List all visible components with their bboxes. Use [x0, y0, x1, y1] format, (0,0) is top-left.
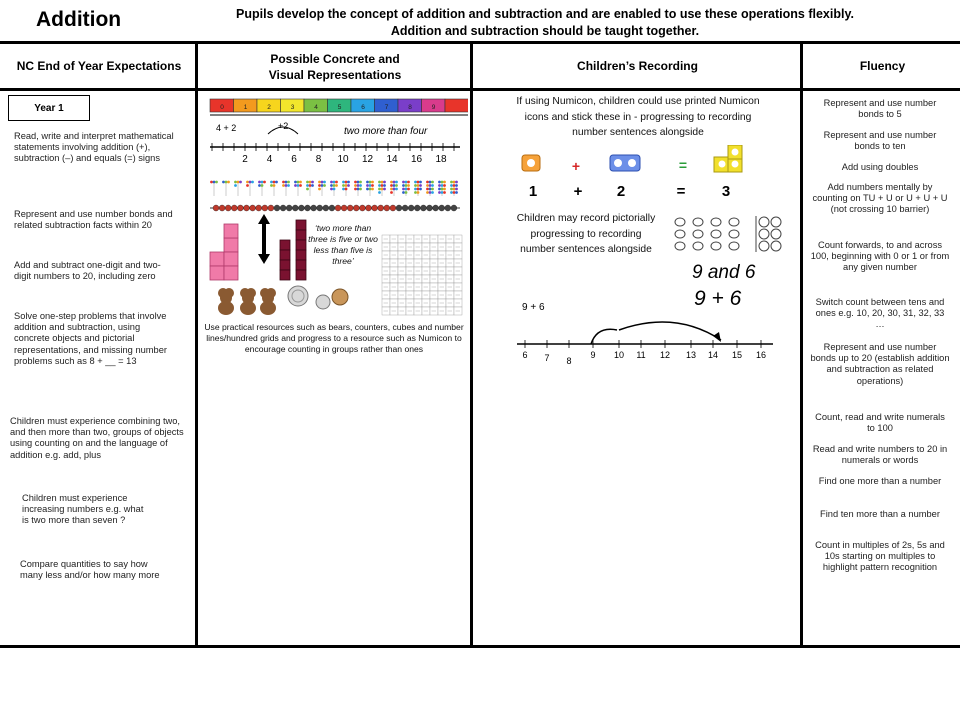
- fluency-item: Count in multiples of 2s, 5s and 10s starting on multiples to highlight pattern recognition: [815, 540, 945, 573]
- pictorial-recording-image: [670, 212, 785, 312]
- number-line-label: 15: [731, 350, 743, 360]
- numicon-two-icon: [610, 155, 640, 171]
- sentence-part: +: [573, 183, 583, 200]
- column-header-concrete: [200, 51, 470, 83]
- column-divider-3: [800, 41, 803, 647]
- numicon-text: If using Numicon, children could use printed Numicon icons and stick these in - progressing to recording number sentences alongside: [516, 96, 760, 138]
- fluency-item: Represent and use number bonds to 5: [823, 98, 937, 120]
- number-line-label: 18: [435, 154, 447, 165]
- number-line-label: 8: [566, 356, 572, 366]
- column-header-concrete-line1: Possible Concrete and: [270, 52, 400, 66]
- number-line-label: 10: [337, 154, 349, 165]
- fluency-item: Represent and use number bonds to ten: [823, 130, 937, 152]
- bead-strings-image: [210, 181, 458, 196]
- jump-label: +2: [278, 121, 289, 131]
- numicon-equals: =: [678, 157, 688, 173]
- number-line-label: 4: [266, 154, 273, 165]
- sum-label: 4 + 2: [216, 123, 237, 133]
- numicon-sentence: [500, 145, 790, 205]
- number-line-label: 16: [410, 154, 423, 165]
- expectation-item: Represent and use number bonds and related subtraction facts within 20: [14, 209, 173, 231]
- intro-line-2: Addition and subtraction should be taught together.: [390, 24, 700, 38]
- fluency-item: Read and write numbers to 20 in numerals or words: [812, 444, 948, 466]
- ruler-number: 8: [408, 104, 412, 111]
- number-line-label: 10: [613, 350, 625, 360]
- number-line-label: 6: [291, 154, 297, 165]
- cube-tower-image: [280, 220, 306, 280]
- column-header-recording: Children’s Recording: [577, 59, 698, 73]
- number-line-labels: [242, 154, 447, 165]
- ruler-number: 4: [314, 104, 318, 111]
- column-header-fluency: Fluency: [859, 59, 906, 73]
- numicon-three-icon: [714, 145, 742, 172]
- header-top-rule: [0, 41, 960, 44]
- expectation-item: Solve one-step problems that involve addition and subtraction, using concrete objects and pictorial representations, and missing number problems such as 8 + __ = 13: [14, 311, 167, 366]
- hundred-square-image: [382, 235, 462, 315]
- fluency-item: Count forwards, to and across 100, beginning with 0 or 1 or from any given number: [810, 240, 950, 273]
- number-line-label: 12: [361, 154, 374, 165]
- number-line-label: 14: [707, 350, 719, 360]
- sentence-part: 2: [616, 183, 626, 200]
- header-bottom-rule: [0, 88, 960, 91]
- handwritten-9-plus-6: 9 + 6: [694, 287, 742, 310]
- fluency-item: Add numbers mentally by counting on TU + U or U + U + U (not crossing 10 barrier): [812, 182, 948, 215]
- year-label: Year 1: [8, 95, 90, 121]
- ruler-number: 6: [361, 104, 365, 111]
- ruler-number: 1: [243, 104, 248, 111]
- up-down-arrow-icon: [258, 214, 270, 264]
- expectation-item: Add and subtract one-digit and two-digit numbers to 20, including zero: [14, 260, 161, 282]
- tower-quote: ‘two more than three is five or two less than five is three’: [308, 223, 378, 266]
- expectation-item: Children must experience increasing numbers e.g. what is two more than seven ?: [22, 493, 144, 526]
- sentence-part: 3: [721, 183, 731, 200]
- numicon-plus: +: [571, 158, 581, 174]
- number-sentence: [529, 183, 730, 200]
- example-sum: 9 + 6: [522, 302, 545, 313]
- handwritten-9-and-6: 9 and 6: [692, 262, 756, 283]
- number-line-label: 8: [315, 154, 322, 165]
- jump-arc-small: [591, 329, 617, 344]
- number-line-label: 7: [544, 353, 550, 363]
- number-line-label: 11: [636, 350, 646, 360]
- expectation-item: Children must experience combining two, and then more than two, groups of objects using counting on and the language of addition e.g. add, plus: [10, 416, 184, 460]
- concrete-description: Use practical resources such as bears, counters, cubes and number lines/hundred grids and progress to a resource such as Numicon to encourage counting in groups rather than ones: [204, 322, 464, 354]
- ruler-number: 3: [290, 104, 295, 111]
- ruler-number: 9: [431, 104, 436, 111]
- column-header-concrete-line2: Visual Representations: [268, 68, 402, 82]
- ruler-number: 0: [220, 104, 224, 111]
- number-line-label: 16: [755, 350, 767, 360]
- number-line-labels: [522, 350, 766, 366]
- arrow-head-icon: [713, 332, 721, 342]
- sentence-part: =: [676, 183, 686, 200]
- fluency-item: Add using doubles: [841, 162, 919, 172]
- number-line-label: 9: [590, 350, 596, 360]
- fluency-item: Count, read and write numerals to 100: [815, 412, 945, 434]
- table-bottom-rule: [0, 645, 960, 648]
- hand-drawn-circles: [675, 217, 781, 251]
- teddy-bears-image: [218, 288, 276, 315]
- number-line-label: 12: [659, 350, 671, 360]
- column-header-expectations: NC End of Year Expectations: [16, 59, 182, 73]
- expectation-item: Compare quantities to say how many less and/or how many more: [20, 559, 160, 581]
- pictorial-text: Children may record pictorially progressing to recording number sentences alongside: [516, 213, 656, 255]
- intro-line-1: Pupils develop the concept of addition and subtraction and are enabled to use these operations flexibly.: [236, 7, 854, 21]
- jump-arc-large: [619, 322, 721, 340]
- number-line-label: 13: [685, 350, 697, 360]
- numicon-one-icon: [522, 155, 540, 171]
- expectation-item: Read, write and interpret mathematical statements involving addition (+), subtraction (–) and equals (=) signs: [14, 131, 174, 164]
- fluency-item: Switch count between tens and ones e.g. 10, 20, 30, 31, 32, 33 …: [815, 297, 945, 330]
- caption: two more than four: [344, 126, 428, 137]
- bead-bar-image: [213, 205, 457, 211]
- recording-number-line: [505, 318, 795, 368]
- coins-image: [288, 286, 348, 309]
- page-title: Addition: [36, 8, 122, 31]
- ruler-number: 2: [267, 104, 271, 111]
- fluency-item: Find one more than a number: [818, 476, 942, 486]
- number-line-label: 2: [242, 154, 248, 165]
- column-divider-2: [470, 41, 473, 647]
- ruler-segment: [445, 99, 468, 112]
- rainbow-number-ruler: [210, 99, 468, 115]
- number-line-label: 6: [522, 350, 528, 360]
- ruler-number: 7: [384, 104, 389, 111]
- fluency-item: Represent and use number bonds up to 20 (establish addition and subtraction as related operations): [810, 342, 950, 386]
- fluency-item: Find ten more than a number: [820, 509, 940, 519]
- intro-text: [190, 6, 900, 40]
- number-line-label: 14: [386, 154, 398, 165]
- sentence-part: 1: [528, 183, 538, 200]
- ruler-number: 5: [337, 104, 342, 111]
- pink-cubes-image: [210, 224, 238, 280]
